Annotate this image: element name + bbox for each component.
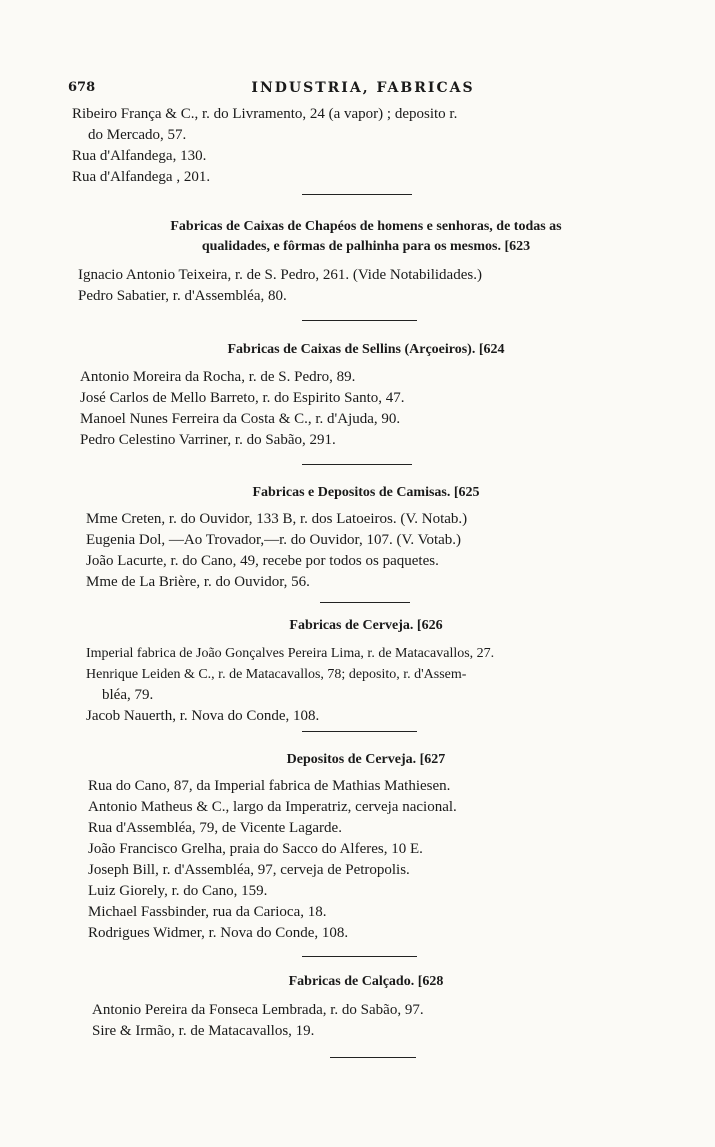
list-item: José Carlos de Mello Barreto, r. do Espirito Santo, 47. [80,390,405,406]
list-item: Rua d'Alfandega , 201. [72,169,211,185]
section-626 [66,616,666,636]
list-item: Rua d'Alfandega, 130. [72,148,207,164]
list-item: Henrique Leiden & C., r. de Matacavallos, 78; deposito, r. d'Assem- [86,667,467,682]
list-item: Joseph Bill, r. d'Assembléa, 97, cerveja de Petropolis. [88,862,410,878]
list-item: Michael Fassbinder, rua da Carioca, 18. [88,904,327,920]
section-heading: Fabricas de Cerveja. [626 [289,618,443,633]
divider [302,956,417,957]
list-item: Rodrigues Widmer, r. Nova do Conde, 108. [88,925,349,941]
list-item: Antonio Matheus & C., largo da Imperatriz, cerveja nacional. [88,799,457,815]
list-item: Ignacio Antonio Teixeira, r. de S. Pedro, 261. (Vide Notabilidades.) [78,267,482,283]
section-627 [66,750,666,770]
section-623 [66,217,666,257]
divider [302,194,412,195]
list-item: Imperial fabrica de João Gonçalves Pereira Lima, r. de Matacavallos, 27. [86,646,495,661]
divider [320,602,410,603]
list-item: Rua do Cano, 87, da Imperial fabrica de Mathias Mathiesen. [88,778,451,794]
list-item: Pedro Sabatier, r. d'Assembléa, 80. [78,288,287,304]
divider [330,1057,416,1058]
section-625 [66,483,666,503]
section-623-entries [78,265,668,307]
divider [302,464,412,465]
section-heading: Fabricas de Caixas de Sellins (Arçoeiros). [624 [227,342,505,357]
list-item: Manoel Nunes Ferreira da Costa & C., r. d'Ajuda, 90. [80,411,401,427]
list-item: Jacob Nauerth, r. Nova do Conde, 108. [86,708,320,724]
list-item: João Francisco Grelha, praia do Sacco do Alferes, 10 E. [88,841,423,857]
section-heading: Depositos de Cerveja. [627 [286,752,446,767]
list-item: Ribeiro França & C., r. do Livramento, 24 (a vapor) ; deposito r. [72,106,458,122]
section-628 [66,972,666,992]
section-628-entries [92,1000,682,1042]
section-624-entries [80,367,670,451]
list-item-continuation: do Mercado, 57. [88,127,187,143]
list-item: Sire & Irmão, r. de Matacavallos, 19. [92,1023,315,1039]
list-item: Antonio Moreira da Rocha, r. de S. Pedro, 89. [80,369,356,385]
running-head: INDUSTRIA, FABRICAS [251,80,475,96]
list-item: João Lacurte, r. do Cano, 49, recebe por todos os paquetes. [86,553,439,569]
section-heading: qualidades, e fôrmas de palhinha para os mesmos. [623 [201,239,531,254]
divider [302,320,417,321]
page-number: 678 [68,80,96,95]
section-heading: Fabricas de Calçado. [628 [288,974,444,989]
page-header [68,80,658,100]
list-item: Eugenia Dol, —Ao Trovador,—r. do Ouvidor, 107. (V. Votab.) [86,532,462,548]
section-627-entries [88,776,678,944]
section-heading: Fabricas de Caixas de Chapéos de homens e senhoras, de todas as [170,219,562,234]
list-item-continuation: bléa, 79. [102,687,154,703]
list-item: Mme de La Brière, r. do Ouvidor, 56. [86,574,310,590]
section-heading: Fabricas e Depositos de Camisas. [625 [252,485,480,500]
divider [302,731,417,732]
list-item: Antonio Pereira da Fonseca Lembrada, r. do Sabão, 97. [92,1002,424,1018]
list-item: Mme Creten, r. do Ouvidor, 133 B, r. dos Latoeiros. (V. Notab.) [86,511,468,527]
list-item: Luiz Giorely, r. do Cano, 159. [88,883,268,899]
list-item: Rua d'Assembléa, 79, de Vicente Lagarde. [88,820,342,836]
section-626-entries [86,643,686,727]
list-item: Pedro Celestino Varriner, r. do Sabão, 291. [80,432,336,448]
intro-entries [72,104,662,188]
section-625-entries [86,509,676,593]
section-624 [66,340,666,360]
